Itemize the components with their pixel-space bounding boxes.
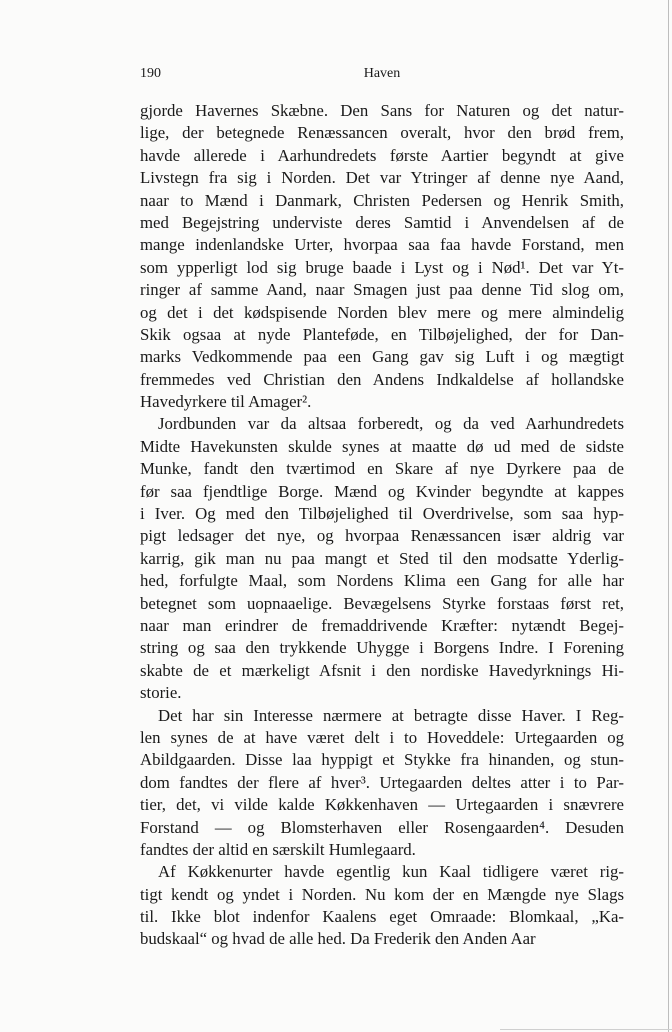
text-line: Abildgaarden. Disse laa hyppigt et Stykke fra hinanden, og stun- <box>140 750 624 770</box>
text-line: i Iver. Og med den Tilbøjelighed til Overdrivelse, som saa hyp- <box>140 504 624 524</box>
paragraph <box>140 705 624 862</box>
text-line: ringer af samme Aand, naar Smagen just paa denne Tid slog om, <box>140 280 624 300</box>
text-line: før saa fjendtlige Borge. Mænd og Kvinder begyndte at kappes <box>140 481 624 501</box>
page-number: 190 <box>140 66 161 81</box>
text-line: betegnet som uopnaaelige. Bevægelsens Styrke forstaas først ret, <box>140 593 624 613</box>
text-line: Havedyrkere til Amager². <box>140 392 312 412</box>
text-line: naar to Mænd i Danmark, Christen Pedersen og Henrik Smith, <box>140 190 624 210</box>
text-line: lige, der betegnede Renæssancen overalt, hvor den brød frem, <box>140 123 624 143</box>
running-title: Haven <box>363 66 401 81</box>
text-line: Midte Havekunsten skulde synes at maatte dø ud med de sidste <box>140 436 624 456</box>
text-line: og det i det kødspisende Norden blev mere og mere almindelig <box>140 302 624 322</box>
text-line: Jordbunden var da altsaa forberedt, og da ved Aarhundredets <box>158 414 624 434</box>
text-line: Skik ogsaa at nyde Planteføde, en Tilbøjelighed, der for Dan- <box>140 324 624 344</box>
text-line: budskaal“ og hvad de alle hed. Da Frederik den Anden Aar <box>140 929 536 949</box>
text-line: skabte de et mærkeligt Afsnit i den nordiske Havedyrknings Hi- <box>140 660 624 680</box>
text-line: fandtes der altid en særskilt Humlegaard. <box>140 839 416 859</box>
body-text <box>140 100 624 951</box>
text-line: havde allerede i Aarhundredets første Aartier begyndt at give <box>140 145 624 165</box>
page-edge <box>668 0 669 1032</box>
text-line: hed, forfulgte Maal, som Nordens Klima een Gang for alle har <box>140 571 624 591</box>
text-line: string og saa den trykkende Uhygge i Borgens Indre. I Forening <box>140 638 624 658</box>
page-header <box>140 66 624 86</box>
text-line: pigt ledsager det nye, og hvorpaa Renæssancen især aldrig var <box>140 526 624 546</box>
text-line: Forstand — og Blomsterhaven eller Rosengaarden⁴. Desuden <box>140 817 624 837</box>
text-line: len synes de at have været delt i to Hoveddele: Urtegaarden og <box>140 727 624 747</box>
text-line: som ypperligt lod sig bruge baade i Lyst og i Nød¹. Det var Yt- <box>140 257 624 277</box>
text-line: Af Køkkenurter havde egentlig kun Kaal tidligere været rig- <box>158 862 624 882</box>
page-bottom-edge <box>500 1029 672 1030</box>
text-line: Det har sin Interesse nærmere at betragte disse Haver. I Reg- <box>158 705 624 725</box>
text-line: karrig, gik man nu paa mangt et Sted til den modsatte Yderlig- <box>140 548 624 568</box>
paragraph <box>140 413 624 704</box>
text-line: med Begejstring underviste deres Samtid i Anvendelsen af de <box>140 212 624 232</box>
text-line: Livstegn fra sig i Norden. Det var Ytringer af denne nye Aand, <box>140 168 624 188</box>
text-line: naar man erindrer de fremaddrivende Kræfter: nytændt Begej- <box>140 615 624 635</box>
text-line: tier, det, vi vilde kalde Køkkenhaven — Urtegaarden i snævrere <box>140 795 624 815</box>
text-line: gjorde Havernes Skæbne. Den Sans for Naturen og det natur- <box>140 101 624 120</box>
text-line: til. Ikke blot indenfor Kaalens eget Omraade: Blomkaal, „Ka- <box>140 907 624 927</box>
text-line: mange indenlandske Urter, hvorpaa saa faa havde Forstand, men <box>140 235 624 255</box>
paragraph <box>140 861 624 951</box>
paragraph <box>140 100 624 413</box>
text-line: tigt kendt og yndet i Norden. Nu kom der en Mængde nye Slags <box>140 884 624 904</box>
text-line: dom fandtes der flere af hver³. Urtegaarden deltes atter i to Par- <box>140 772 624 792</box>
text-line: storie. <box>140 683 182 703</box>
text-line: fremmedes ved Christian den Andens Indkaldelse af hollandske <box>140 369 624 389</box>
text-line: marks Vedkommende paa een Gang gav sig Luft i og mægtigt <box>140 347 624 367</box>
text-line: Munke, fandt den tværtimod en Skare af nye Dyrkere paa de <box>140 459 624 479</box>
